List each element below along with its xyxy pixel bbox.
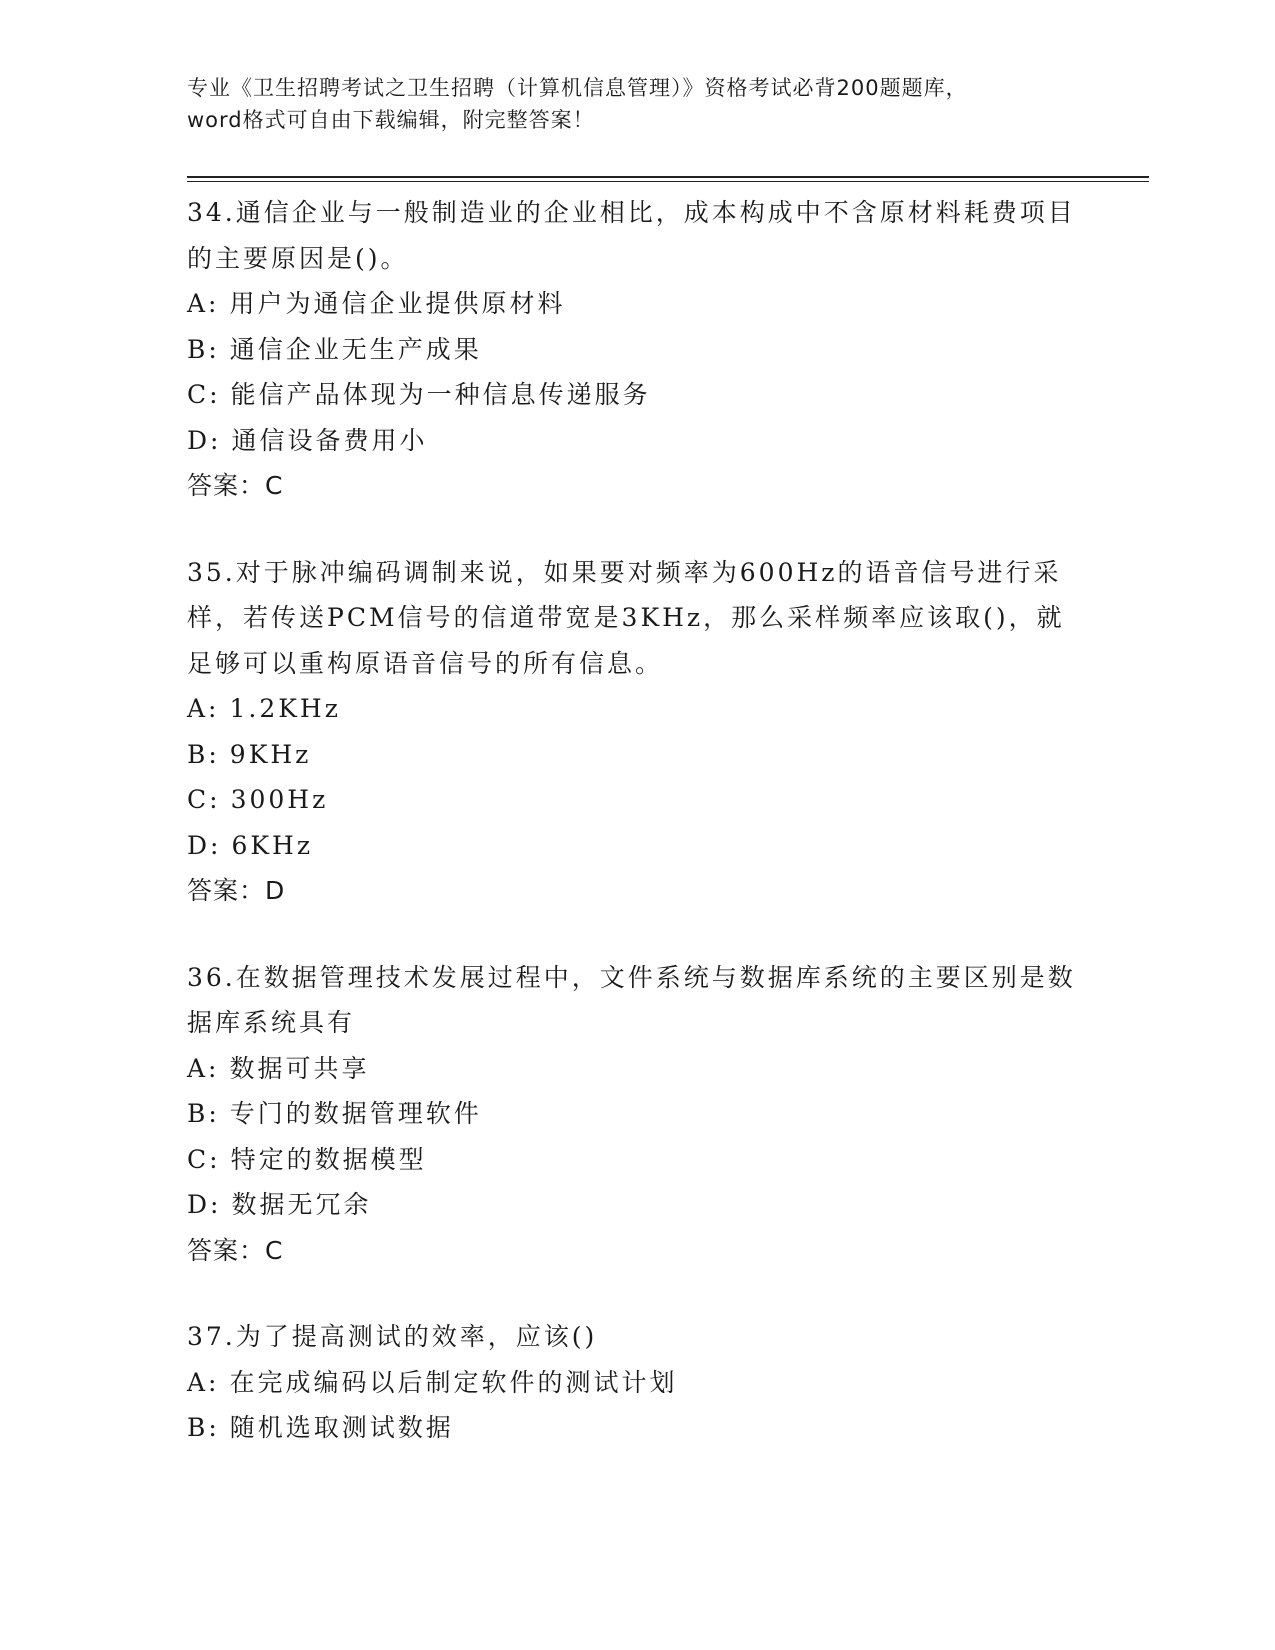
option-b — [187, 1405, 1077, 1451]
option-letter: A: — [187, 289, 220, 318]
document-header — [187, 72, 1087, 136]
option-text: 数据可共享 — [229, 1053, 370, 1083]
question-37 — [187, 1314, 1077, 1451]
option-letter: C: — [187, 785, 221, 814]
option-a — [187, 1046, 1077, 1092]
answer-line: 答案：C — [187, 471, 284, 500]
question-36 — [187, 955, 1077, 1274]
option-letter: C: — [187, 380, 221, 409]
question-34 — [187, 190, 1077, 509]
option-letter: D: — [187, 830, 222, 860]
option-a — [187, 686, 1077, 732]
option-c — [187, 777, 1077, 823]
question-35 — [187, 550, 1077, 914]
option-text: 通信设备费用小 — [231, 425, 428, 455]
question-text: 37.为了提高测试的效率，应该() — [187, 1322, 598, 1351]
option-letter: D: — [187, 425, 222, 455]
option-b — [187, 327, 1077, 373]
option-letter: B: — [187, 1413, 220, 1442]
option-d — [187, 418, 1077, 464]
option-text: 随机选取测试数据 — [229, 1413, 454, 1442]
answer-line: 答案：C — [187, 1235, 284, 1265]
option-d — [187, 823, 1077, 869]
question-text: 34.通信企业与一般制造业的企业相比，成本构成中不含原材料耗费项目的主要原因是()。 — [187, 198, 1076, 273]
option-letter: B: — [187, 334, 220, 364]
option-letter: B: — [187, 739, 220, 769]
option-letter: A: — [187, 694, 220, 723]
question-text: 35.对于脉冲编码调制来说，如果要对频率为600Hz的语音信号进行采样，若传送PCM信号的信道带宽是3KHz，那么采样频率应该取()，就足够可以重构原语音信号的所有信息。 — [187, 557, 1065, 678]
question-list — [187, 190, 1077, 1492]
option-d — [187, 1182, 1077, 1228]
option-text: 专门的数据管理软件 — [229, 1099, 482, 1128]
header-divider-thin — [187, 181, 1149, 182]
option-b — [187, 1091, 1077, 1137]
option-letter: C: — [187, 1144, 221, 1174]
question-text: 36.在数据管理技术发展过程中，文件系统与数据库系统的主要区别是数据库系统具有 — [187, 962, 1076, 1037]
option-a — [187, 1360, 1077, 1406]
option-text: 能信产品体现为一种信息传递服务 — [230, 380, 651, 409]
option-text: 特定的数据模型 — [230, 1144, 427, 1174]
option-b — [187, 732, 1077, 778]
option-letter: A: — [187, 1367, 220, 1397]
option-a — [187, 281, 1077, 327]
option-letter: B: — [187, 1099, 220, 1128]
option-c — [187, 1137, 1077, 1183]
option-text: 9KHz — [229, 739, 312, 769]
option-text: 在完成编码以后制定软件的测试计划 — [229, 1367, 678, 1397]
option-text: 通信企业无生产成果 — [229, 334, 482, 364]
option-text: 1.2KHz — [229, 694, 341, 723]
option-letter: D: — [187, 1190, 222, 1219]
option-text: 6KHz — [231, 830, 314, 860]
option-text: 300Hz — [230, 785, 329, 814]
option-text: 数据无冗余 — [231, 1190, 372, 1219]
option-letter: A: — [187, 1053, 220, 1083]
header-line-1: 专业《卫生招聘考试之卫生招聘（计算机信息管理）》资格考试必背200题题库， — [187, 76, 968, 100]
option-text: 用户为通信企业提供原材料 — [229, 289, 566, 318]
answer-line: 答案：D — [187, 876, 286, 905]
header-line-2: word格式可自由下载编辑，附完整答案！ — [187, 108, 595, 132]
header-divider-thick — [187, 176, 1149, 178]
option-c — [187, 372, 1077, 418]
